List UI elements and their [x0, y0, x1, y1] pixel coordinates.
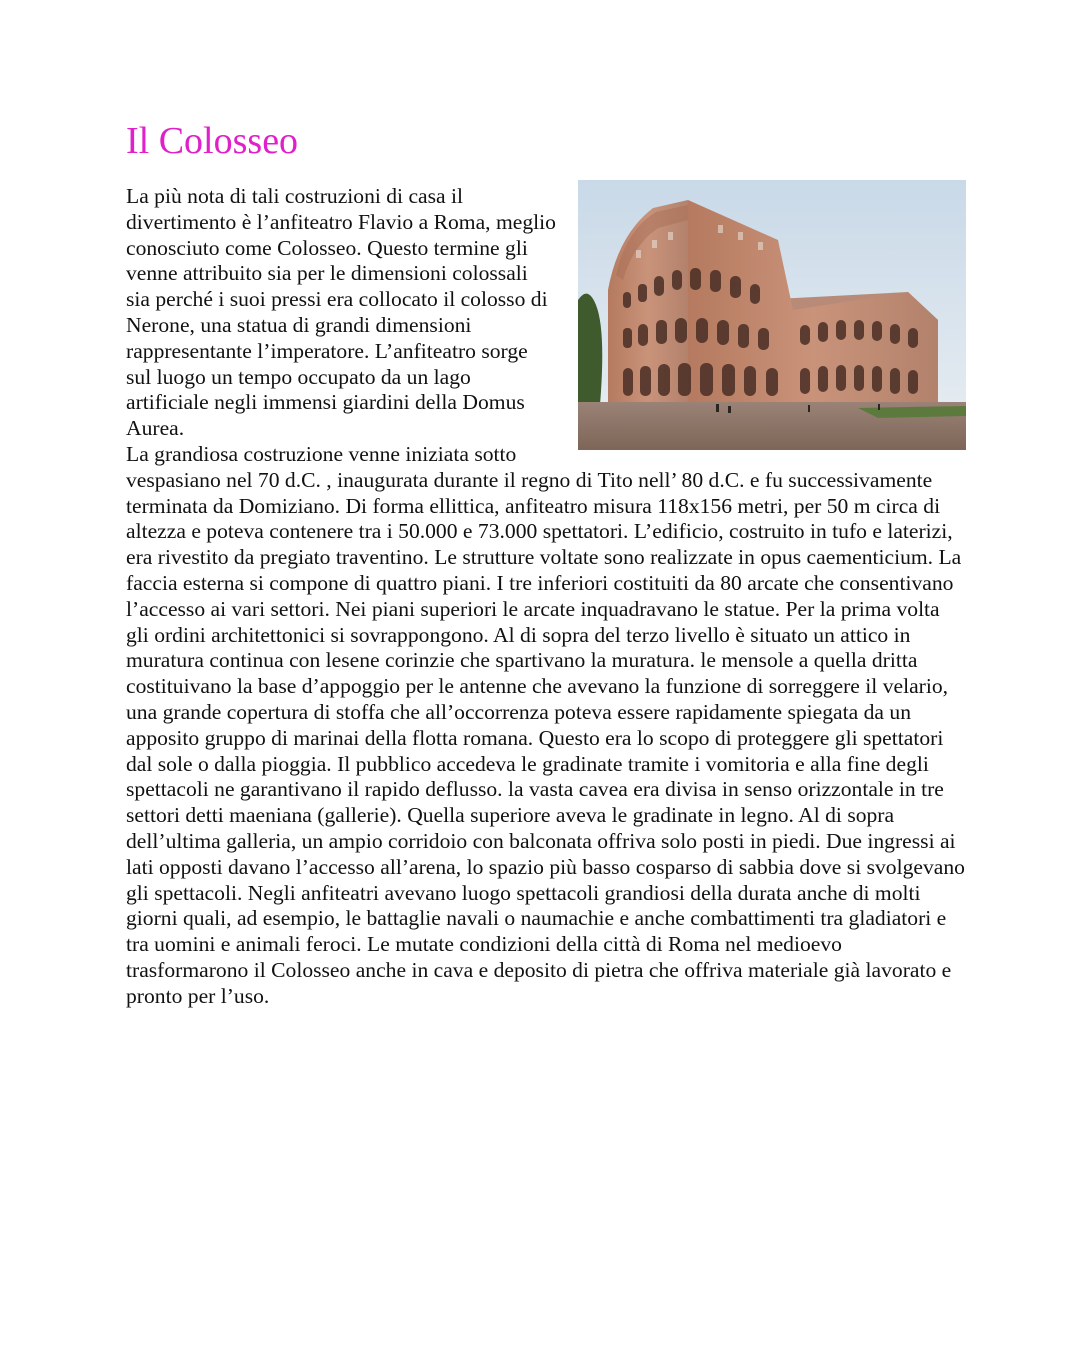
colosseum-photo: [578, 180, 966, 450]
document-page: [126, 118, 966, 1010]
paragraph-description: La grandiosa costruzione venne iniziata sotto vespasiano nel 70 d.C. , inaugurata durante il regno di Tito nell’ 80 d.C. e fu successivamente terminata da Domiziano. Di forma ellittica, anfiteatro misura 118x156 metri, per 50 m circa di altezza e poteva contenere tra i 50.000 e 73.000 spettatori. L’edificio, costruito in tufo e laterizi, era rivestito da pregiato traventino. Le strutture voltate sono realizzate in opus caementicium. La faccia esterna si compone di quattro piani. I tre inferiori costituiti da 80 arcate che consentivano l’accesso ai vari settori. Nei piani superiori le arcate inquadravano le statue. Per la prima volta gli ordini architettonici si sovrappongono. Al di sopra del terzo livello è situato un attico in muratura continua con lesene corinzie che spartivano la muratura. le mensole a quella dritta costituivano la base d’appoggio per le antenne che avevano la funzione di sorreggere il velario, una grande copertura di stoffa che all’occorrenza poteva essere rapidamente spiegata da un apposito gruppo di marinai della flotta romana. Questo era lo scopo di proteggere gli spettatori dal sole o dalla pioggia. Il pubblico accedeva le gradinate tramite i vomitoria e alla fine degli spettacoli ne garantivano il rapido deflusso. la vasta cavea era divisa in senso orizzontale in tre settori detti maeniana (gallerie). Quella superiore aveva le gradinate in legno. Al di sopra dell’ultima galleria, un ampio corridoio con balconata offriva solo posti in piedi. Due ingressi ai lati opposti davano l’accesso all’arena, lo spazio più basso cosparso di sabbia dove si svolgevano gli spettacoli. Negli anfiteatri avevano luogo spettacoli grandiosi della durata anche di molti giorni quali, ad esempio, le battaglie navali o naumachie e anche combattimenti tra gladiatori e tra uomini e animali feroci. Le mutate condizioni della città di Roma nel medioevo trasformarono il Colosseo anche in cava e deposito di pietra che offriva materiale già lavorato e pronto per l’uso.: [126, 441, 965, 1008]
page-title: Il Colosseo: [126, 120, 299, 162]
article-body: [126, 184, 966, 1010]
paragraph-intro: La più nota di tali costruzioni di casa il divertimento è l’anfiteatro Flavio a Roma, meglio conosciuto come Colosseo. Questo termine gli venne attribuito sia per le dimensioni colossali sia perché i suoi pressi era collocato il colosso di Nerone, una statua di grandi dimensioni rappresentante l’imperatore. L’anfiteatro sorge sul luogo un tempo occupato da un lago artificiale negli immensi giardini della Domus Aurea.: [126, 184, 556, 441]
